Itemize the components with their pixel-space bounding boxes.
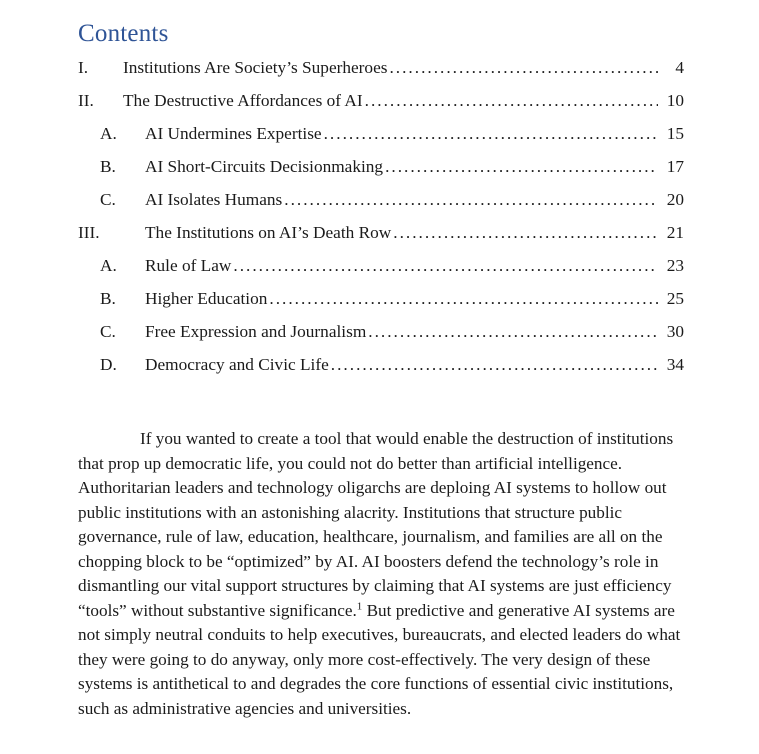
body-paragraph-text-1: If you wanted to create a tool that would enable the destruction of institutions that prop up democratic life, you could not do better than artificial intelligence. Authoritarian leaders and technology oligarchs are deploing AI systems to hollow out public institutions with an astonishing alacrity. Institutions that structure public governance, rule of law, education, healthcare, journalism, and families are all on the chopping block to be “optimized” by AI. AI boosters defend the technology’s role in dismantling our vital support structures by claiming that AI systems are just efficiency “tools” without substantive significance.	[78, 429, 674, 620]
body-paragraph	[78, 427, 684, 722]
dot-leader	[233, 256, 658, 276]
toc-page-number: 23	[666, 256, 684, 275]
toc-numeral: B.	[100, 289, 116, 308]
toc-row[interactable]	[78, 91, 684, 111]
toc-page-number: 30	[666, 322, 684, 341]
toc-row[interactable]	[78, 124, 684, 144]
toc-title: AI Short-Circuits Decisionmaking	[145, 157, 384, 176]
toc-page-number: 10	[666, 91, 684, 110]
dot-leader	[331, 355, 658, 375]
dot-leader	[385, 157, 658, 177]
toc-numeral: B.	[100, 157, 116, 176]
toc-page-number: 21	[666, 223, 684, 242]
toc-row[interactable]	[78, 355, 684, 375]
toc-row[interactable]	[78, 256, 684, 276]
dot-leader	[324, 124, 658, 144]
toc-title: Rule of Law	[145, 256, 232, 275]
toc-row[interactable]	[78, 157, 684, 177]
contents-heading: Contents	[78, 20, 169, 47]
toc-numeral: III.	[78, 223, 100, 242]
toc-numeral: I.	[78, 58, 89, 77]
dot-leader	[389, 58, 658, 78]
dot-leader	[393, 223, 658, 243]
toc-numeral: A.	[100, 124, 117, 143]
toc-page-number: 25	[666, 289, 684, 308]
toc-title: The Institutions on AI’s Death Row	[145, 223, 392, 242]
toc-row[interactable]	[78, 289, 684, 309]
toc-page-number: 20	[666, 190, 684, 209]
toc-numeral: II.	[78, 91, 94, 110]
toc-numeral: D.	[100, 355, 117, 374]
dot-leader	[284, 190, 658, 210]
dot-leader	[365, 91, 658, 111]
dot-leader	[368, 322, 658, 342]
toc-page-number: 4	[675, 58, 684, 77]
toc-title: Democracy and Civic Life	[145, 355, 329, 374]
toc-title: Institutions Are Society’s Superheroes	[123, 58, 388, 77]
toc-page-number: 17	[666, 157, 684, 176]
toc-page-number: 34	[666, 355, 684, 374]
footnote-reference[interactable]: 1	[356, 600, 363, 613]
toc-title: The Destructive Affordances of AI	[123, 91, 363, 110]
toc-row[interactable]	[78, 223, 684, 243]
toc-numeral: C.	[100, 190, 116, 209]
toc-title: AI Isolates Humans	[145, 190, 283, 209]
toc-title: Higher Education	[145, 289, 268, 308]
dot-leader	[269, 289, 658, 309]
toc-page-number: 15	[666, 124, 684, 143]
toc-row[interactable]	[78, 58, 684, 78]
toc-row[interactable]	[78, 322, 684, 342]
toc-numeral: A.	[100, 256, 117, 275]
toc-numeral: C.	[100, 322, 116, 341]
body-paragraph-text-2: But predictive and generative AI systems are not simply neutral conduits to help executives, bureaucrats, and elected leaders do what they were going to do anyway, only more cost-effectively. The very design of these systems is antithetical to and degrades the core functions of essential civic institutions, such as administrative agencies and universities.	[78, 600, 681, 719]
toc-list	[78, 58, 684, 375]
toc-title: Free Expression and Journalism	[145, 322, 367, 341]
toc-title: AI Undermines Expertise	[145, 124, 322, 143]
toc-row[interactable]	[78, 190, 684, 210]
